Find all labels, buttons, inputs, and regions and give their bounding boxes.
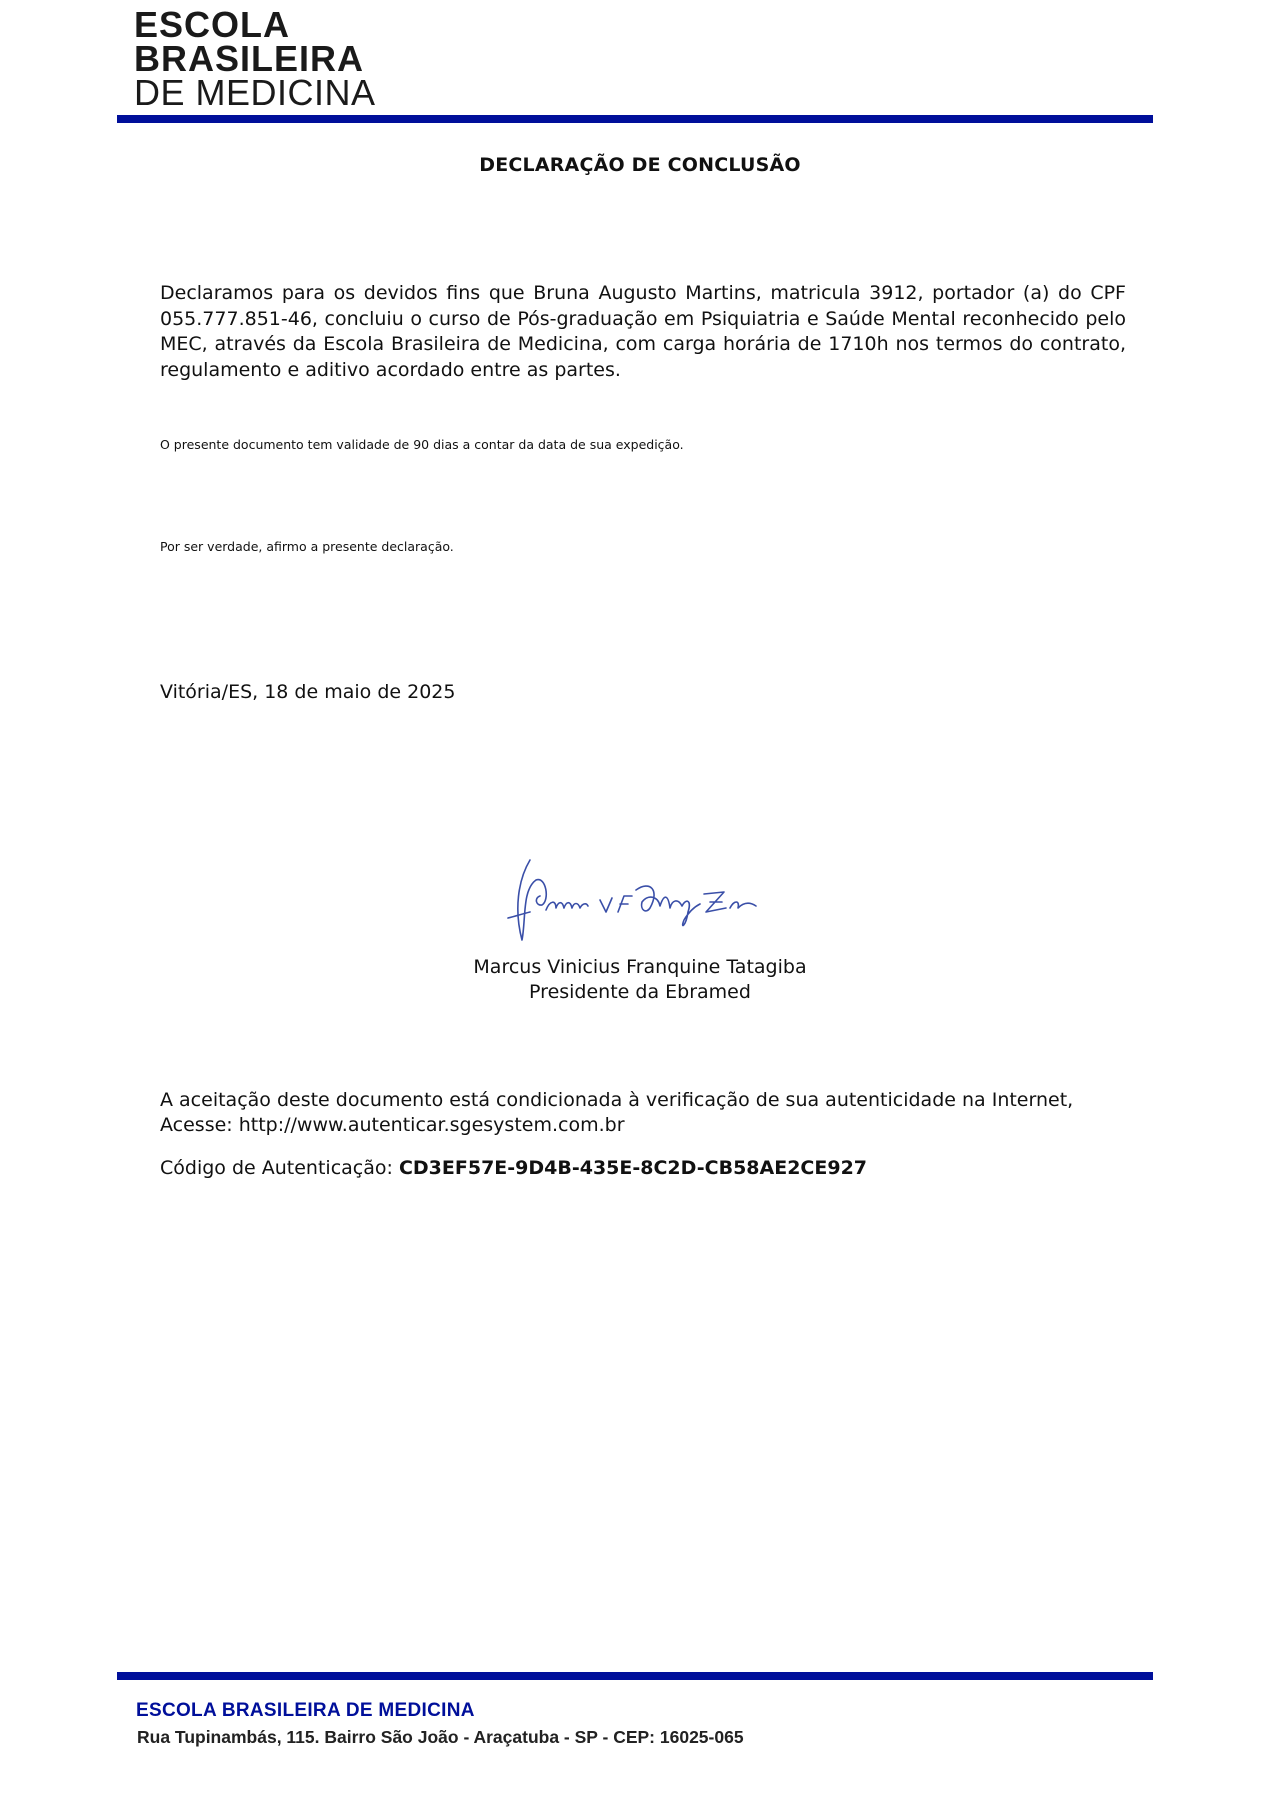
verification-url[interactable]: Acesse: http://www.autenticar.sgesystem.com.br bbox=[160, 1114, 625, 1136]
signature-stroke bbox=[636, 886, 700, 926]
logo-line-2: BRASILEIRA bbox=[134, 38, 365, 79]
signer-block bbox=[0, 955, 1280, 1005]
verification-text: A aceitação deste documento está condicionada à verificação de sua autenticidade na Internet, bbox=[160, 1089, 1074, 1111]
footer-divider bbox=[117, 1672, 1153, 1680]
footer-institution: ESCOLA BRASILEIRA DE MEDICINA bbox=[136, 1700, 475, 1721]
institution-logo bbox=[134, 4, 376, 113]
signature-stroke bbox=[508, 912, 530, 918]
signer-name: Marcus Vinicius Franquine Tatagiba bbox=[473, 956, 807, 978]
signer-role: Presidente da Ebramed bbox=[529, 981, 751, 1003]
place-date: Vitória/ES, 18 de maio de 2025 bbox=[160, 681, 456, 703]
signature-stroke bbox=[518, 860, 546, 940]
verification-notice bbox=[160, 1088, 1073, 1138]
signature-stroke bbox=[618, 896, 632, 912]
declaration-body: Declaramos para os devidos fins que Bruna Augusto Martins, matricula 3912, portador (a) do CPF 055.777.851-46, concluiu o curso de Pós-graduação em Psiquiatria e Saúde Mental reconhecido pelo MEC, através da Escola Brasileira de Medicina, com carga horária de 1710h nos termos do contrato, regulamento e aditivo acordado entre as partes. bbox=[160, 282, 1126, 381]
signature-image bbox=[500, 850, 780, 950]
footer-address: Rua Tupinambás, 115. Bairro São João - Araçatuba - SP - CEP: 16025-065 bbox=[137, 1727, 744, 1747]
validity-note: O presente documento tem validade de 90 dias a contar da data de sua expedição. bbox=[160, 437, 684, 452]
signature-stroke bbox=[546, 902, 588, 910]
logo-line-3: DE MEDICINA bbox=[134, 72, 376, 113]
truth-statement: Por ser verdade, afirmo a presente declaração. bbox=[160, 539, 454, 554]
signature-stroke bbox=[730, 902, 756, 908]
header-divider bbox=[117, 115, 1153, 123]
authentication-code-line bbox=[160, 1157, 867, 1179]
auth-code-label: Código de Autenticação: bbox=[160, 1157, 399, 1179]
signature-stroke bbox=[600, 898, 612, 912]
logo-line-1: ESCOLA bbox=[134, 4, 291, 45]
document-title: DECLARAÇÃO DE CONCLUSÃO bbox=[479, 154, 801, 176]
auth-code-value: CD3EF57E-9D4B-435E-8C2D-CB58AE2CE927 bbox=[398, 1157, 868, 1179]
signature-stroke bbox=[704, 892, 726, 912]
